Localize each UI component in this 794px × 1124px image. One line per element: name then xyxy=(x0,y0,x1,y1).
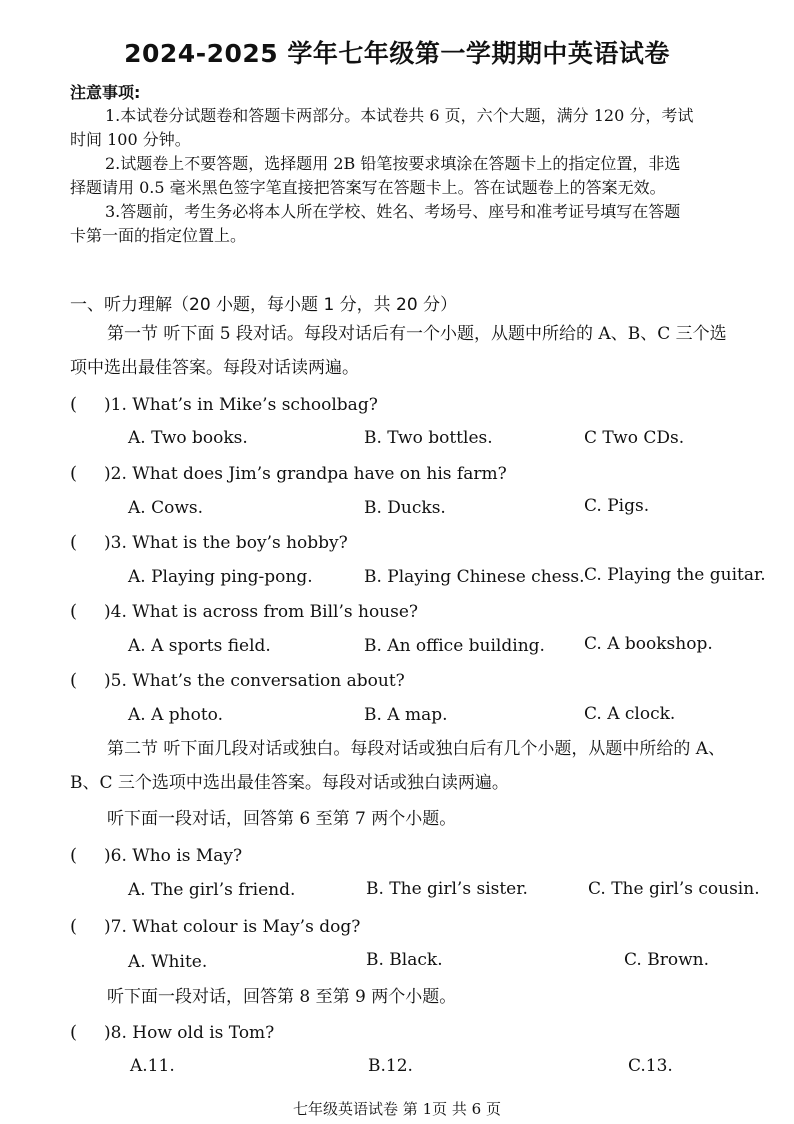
q3-option-a: A. Playing ping-pong. xyxy=(128,567,313,587)
answer-paren: ( xyxy=(70,1022,78,1043)
part-1-instructions-line-2: 项中选出最佳答案。每段对话读两遍。 xyxy=(70,358,359,378)
q8-option-b: B.12. xyxy=(368,1056,413,1076)
q4-option-a: A. A sports field. xyxy=(128,636,271,656)
notice-item-2-line-2: 择题请用 0.5 毫米黑色签字笔直接把答案写在答题卡上。答在试题卷上的答案无效。 xyxy=(70,178,666,197)
notice-item-3-line-2: 卡第一面的指定位置上。 xyxy=(70,226,247,245)
part-1-instructions-line-1: 第一节 听下面 5 段对话。每段对话后有一个小题，从题中所给的 A、B、C 三个选 xyxy=(107,324,727,344)
q1-option-b: B. Two bottles. xyxy=(364,428,493,448)
q5-option-b: B. A map. xyxy=(364,705,448,725)
answer-paren: ( xyxy=(70,463,78,484)
question-5: )5. What’s the conversation about? xyxy=(104,671,405,691)
question-8: )8. How old is Tom? xyxy=(104,1023,275,1043)
exam-title: 2024-2025 学年七年级第一学期期中英语试卷 xyxy=(124,39,670,68)
q5-option-a: A. A photo. xyxy=(128,705,224,725)
notice-item-1-line-2: 时间 100 分钟。 xyxy=(70,130,191,149)
dialog-8-9-instruction: 听下面一段对话，回答第 8 至第 9 两个小题。 xyxy=(107,987,457,1007)
q2-option-a: A. Cows. xyxy=(128,498,204,518)
part-2-instructions-line-1: 第二节 听下面几段对话或独白。每段对话或独白后有几个小题，从题中所给的 A、 xyxy=(107,739,726,759)
answer-paren: ( xyxy=(70,670,78,691)
q7-option-c: C. Brown. xyxy=(624,950,709,970)
question-3: )3. What is the boy’s hobby? xyxy=(104,533,348,553)
question-6: )6. Who is May? xyxy=(104,846,243,866)
q7-option-a: A. White. xyxy=(128,952,208,972)
q4-option-b: B. An office building. xyxy=(364,636,545,656)
question-1: )1. What’s in Mike’s schoolbag? xyxy=(104,395,378,415)
answer-paren: ( xyxy=(70,845,78,866)
q8-option-c: C.13. xyxy=(628,1056,673,1076)
q3-option-c: C. Playing the guitar. xyxy=(584,565,766,585)
question-4: )4. What is across from Bill’s house? xyxy=(104,602,419,622)
page-footer: 七年级英语试卷 第 1页 共 6 页 xyxy=(293,1100,501,1118)
notice-item-2-line-1: 2.试题卷上不要答题，选择题用 2B 铅笔按要求填涂在答题卡上的指定位置，非选 xyxy=(105,154,681,173)
answer-paren: ( xyxy=(70,532,78,553)
q6-option-b: B. The girl’s sister. xyxy=(366,879,528,899)
section-1-heading: 一、听力理解（20 小题，每小题 1 分，共 20 分） xyxy=(70,295,458,315)
q6-option-c: C. The girl’s cousin. xyxy=(588,879,760,899)
q5-option-c: C. A clock. xyxy=(584,704,676,724)
part-2-instructions-line-2: B、C 三个选项中选出最佳答案。每段对话或独白读两遍。 xyxy=(70,773,509,793)
q1-option-c: C Two CDs. xyxy=(584,428,685,448)
q2-option-b: B. Ducks. xyxy=(364,498,446,518)
question-7: )7. What colour is May’s dog? xyxy=(104,917,361,937)
notice-item-3-line-1: 3.答题前，考生务必将本人所在学校、姓名、考场号、座号和准考证号填写在答题 xyxy=(105,202,681,221)
q3-option-b: B. Playing Chinese chess. xyxy=(364,567,585,587)
answer-paren: ( xyxy=(70,916,78,937)
q8-option-a: A.11. xyxy=(130,1056,175,1076)
q2-option-c: C. Pigs. xyxy=(584,496,650,516)
q7-option-b: B. Black. xyxy=(366,950,443,970)
notice-item-1-line-1: 1.本试卷分试题卷和答题卡两部分。本试卷共 6 页，六个大题，满分 120 分，考试 xyxy=(105,106,694,125)
notice-heading: 注意事项: xyxy=(70,83,141,102)
q1-option-a: A. Two books. xyxy=(128,428,248,448)
q6-option-a: A. The girl’s friend. xyxy=(128,880,296,900)
dialog-6-7-instruction: 听下面一段对话，回答第 6 至第 7 两个小题。 xyxy=(107,809,457,829)
answer-paren: ( xyxy=(70,394,78,415)
q4-option-c: C. A bookshop. xyxy=(584,634,713,654)
answer-paren: ( xyxy=(70,601,78,622)
question-2: )2. What does Jim’s grandpa have on his farm? xyxy=(104,464,507,484)
